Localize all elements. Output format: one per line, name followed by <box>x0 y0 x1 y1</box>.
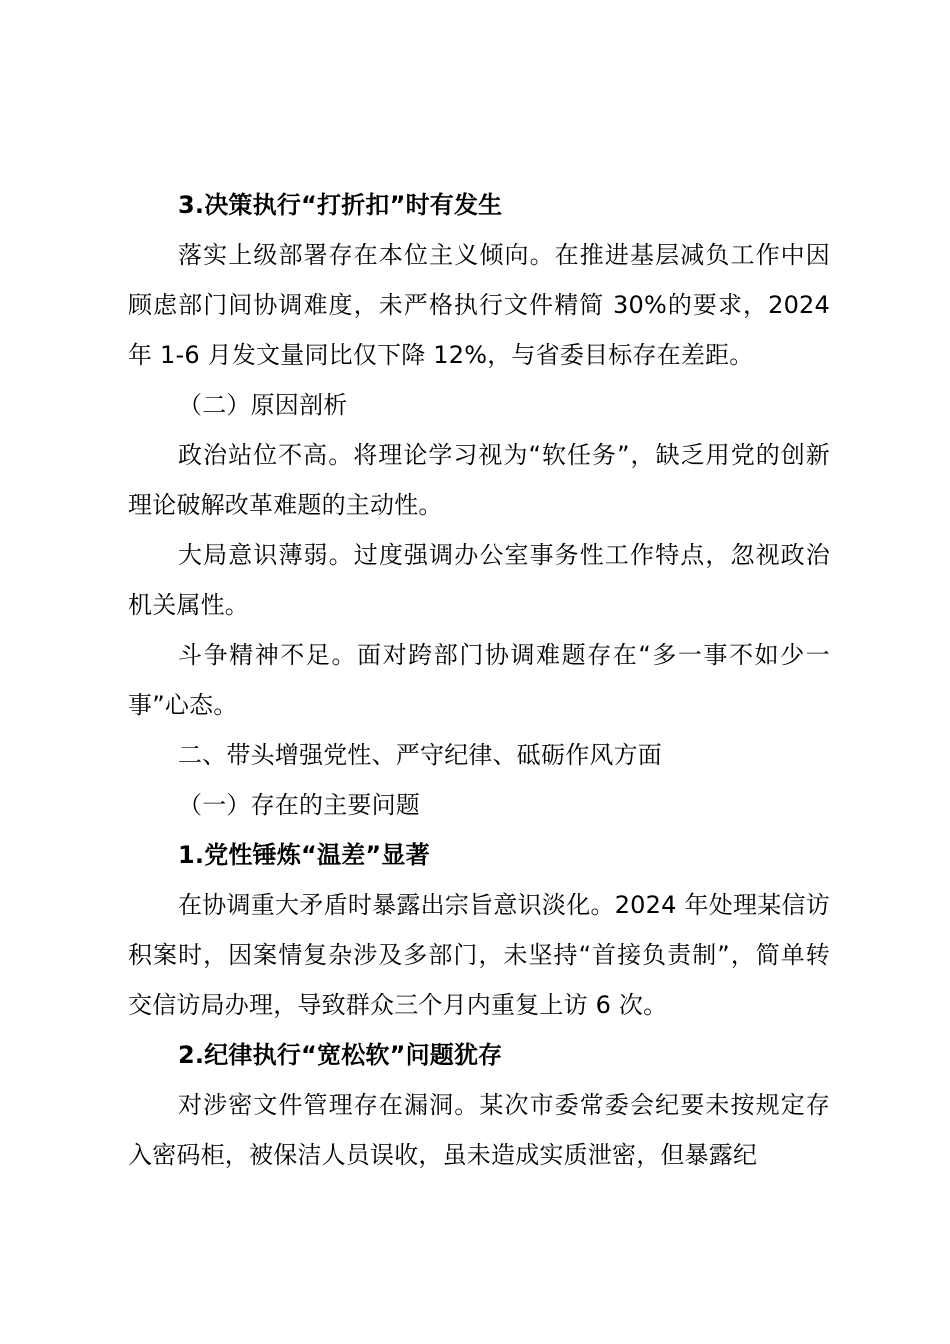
heading-decision-execution: 3.决策执行“打折扣”时有发生 <box>178 191 503 219</box>
paragraph-fighting-spirit: 斗争精神不足。面对跨部门协调难题存在“多一事不如少一事”心态。 <box>128 641 830 719</box>
heading-cause-analysis: （二）原因剖析 <box>178 391 348 419</box>
paragraph-implementation: 落实上级部署存在本位主义倾向。在推进基层减负工作中因顾虑部门间协调难度，未严格执行文件精简 30%的要求，2024 年 1-6 月发文量同比仅下降 12%，与省委目标存在差距。 <box>128 241 830 369</box>
paragraph-petition-case: 在协调重大矛盾时暴露出宗旨意识淡化。2024 年处理某信访积案时，因案情复杂涉及多部门，未坚持“首接负责制”，简单转交信访局办理，导致群众三个月内重复上访 6 次。 <box>128 891 830 1019</box>
heading-section-two: 二、带头增强党性、严守纪律、砥砺作风方面 <box>178 741 662 769</box>
paragraph-confidential-files: 对涉密文件管理存在漏洞。某次市委常委会纪要未按规定存入密码柜，被保洁人员误收，虽未造成实质泄密，但暴露纪 <box>128 1091 830 1169</box>
paragraph-overall-awareness: 大局意识薄弱。过度强调办公室事务性工作特点，忽视政治机关属性。 <box>128 541 830 619</box>
document-body <box>128 180 830 1180</box>
heading-main-problems: （一）存在的主要问题 <box>178 791 420 819</box>
heading-discipline: 2.纪律执行“宽松软”问题犹存 <box>178 1041 503 1069</box>
heading-party-spirit: 1.党性锤炼“温差”显著 <box>178 841 430 869</box>
paragraph-political-stance: 政治站位不高。将理论学习视为“软任务”，缺乏用党的创新理论破解改革难题的主动性。 <box>128 441 830 519</box>
